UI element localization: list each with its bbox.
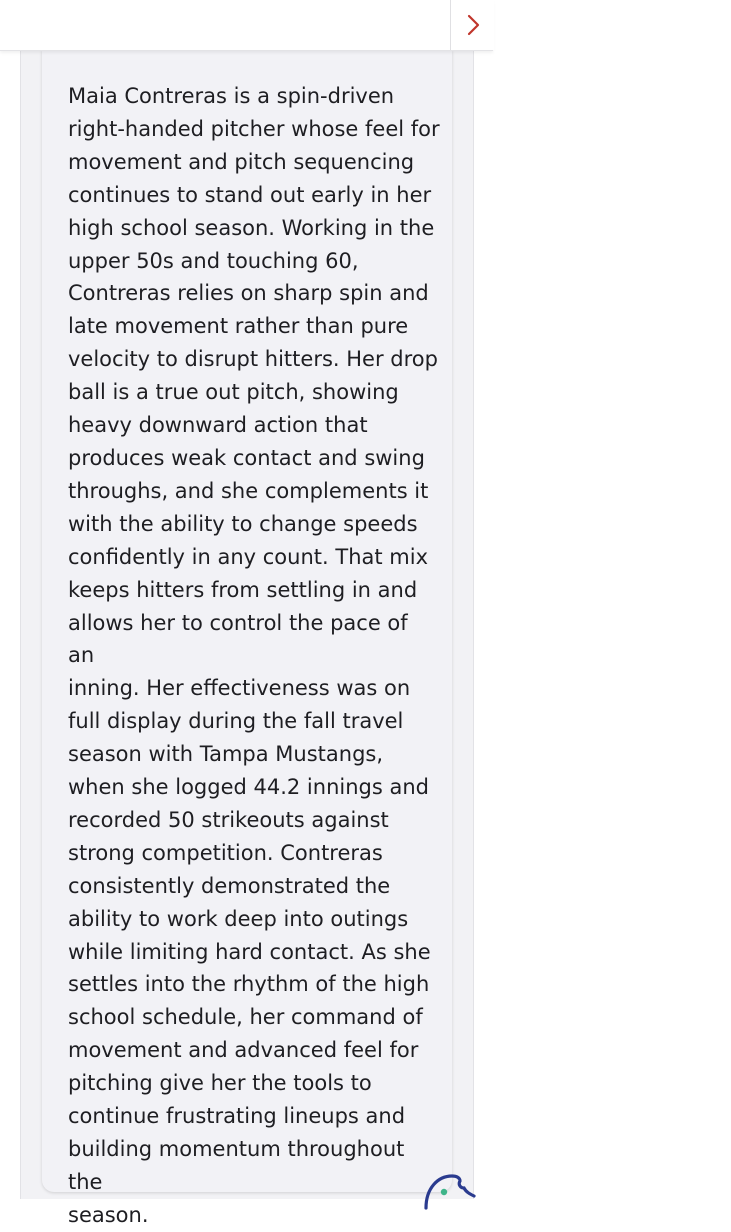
next-button[interactable]	[450, 0, 494, 50]
cookie-icon[interactable]	[422, 1170, 478, 1210]
bio-card	[42, 50, 452, 1227]
top-bar	[0, 0, 493, 51]
chevron-right-icon	[466, 14, 480, 36]
bio-text: Maia Contreras is a spin-driven right-handed pitcher whose feel for movement and pitch sequencing continues to stand out early in her high school season. Working in the upper 50s and touching 60, Contreras relies on sharp spin and late movement rather than pure velocity to disrupt hitters. Her drop ball is a true out pitch, showing heavy downward action that produces weak contact and swing throughs, and she complements it with the ability to change speeds confidently in any count. That mix keeps hitters from settling in and allows her to control the pace of an inning. Her effectiveness was on full display during the fall travel season with Tampa Mustangs, when she logged 44.2 innings and recorded 50 strikeouts against strong competition. Contreras consistently demonstrated the ability to work deep into outings while limiting hard contact. As she settles into the rhythm of the high school schedule, her command of movement and advanced feel for pitching give her the tools to continue frustrating lineups and building momentum throughout the season.	[68, 84, 440, 1227]
